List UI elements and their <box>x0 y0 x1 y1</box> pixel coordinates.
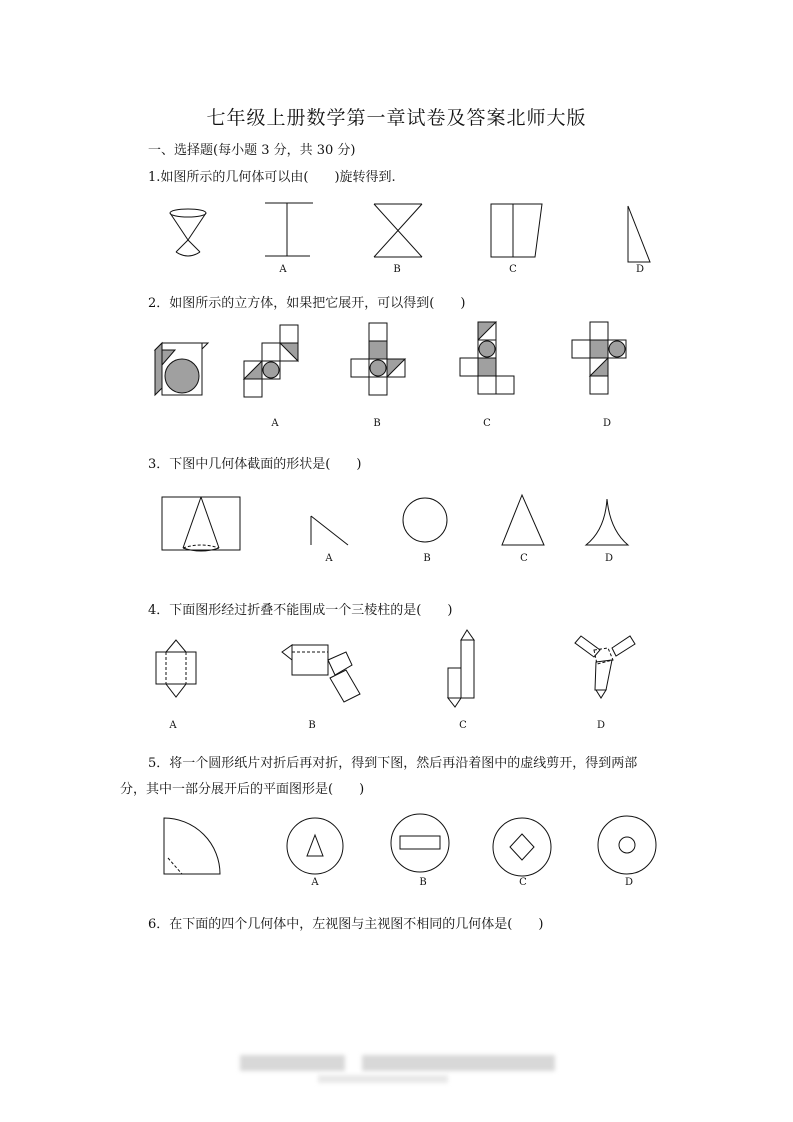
q2-label-a: A <box>271 418 279 429</box>
question-2-text: 2．如图所示的立方体，如果把它展开，可以得到( ) <box>148 296 466 311</box>
q5-option-d-figure <box>598 816 656 874</box>
q5-label-d: D <box>624 877 634 888</box>
question-6-text: 6．在下面的四个几何体中，左视图与主视图不相同的几何体是( ) <box>148 917 544 932</box>
q5-label-c: C <box>519 877 527 888</box>
question-3-text: 3．下图中几何体截面的形状是( ) <box>148 457 362 472</box>
q3-label-c: C <box>520 553 528 564</box>
footer-blurred-watermark-sub <box>318 1075 448 1083</box>
footer-blurred-watermark-left <box>240 1055 345 1071</box>
q4-label-c: C <box>459 720 467 731</box>
q2-label-d: D <box>602 418 612 429</box>
q1-label-d: D <box>635 264 645 275</box>
q2-label-c: C <box>483 418 491 429</box>
q2-label-b: B <box>373 418 381 429</box>
q1-label-b: B <box>393 264 401 275</box>
question-5-text-line-2: 分，其中一部分展开后的平面图形是( ) <box>120 782 365 797</box>
q5-option-b-figure <box>391 814 449 872</box>
q4-label-d: D <box>596 720 606 731</box>
q5-option-c-figure <box>493 818 551 876</box>
question-4-text: 4．下面图形经过折叠不能围成一个三棱柱的是( ) <box>148 603 453 618</box>
q5-folded-sector-figure <box>164 818 220 874</box>
q1-label-c: C <box>509 264 517 275</box>
question-1-text: 1.如图所示的几何体可以由( )旋转得到. <box>148 170 396 185</box>
q5-option-a-figure <box>287 818 343 874</box>
q4-label-b: B <box>308 720 316 731</box>
section-heading: 一、选择题(每小题 3 分，共 30 分) <box>148 143 356 158</box>
page-title: 七年级上册数学第一章试卷及答案北师大版 <box>206 107 587 129</box>
question-5-text-line-1: 5．将一个圆形纸片对折后再对折，得到下图，然后再沿着图中的虚线剪开，得到两部 <box>148 756 638 771</box>
q5-label-a: A <box>311 877 319 888</box>
q1-label-a: A <box>279 264 287 275</box>
q4-label-a: A <box>169 720 177 731</box>
q3-label-d: D <box>604 553 614 564</box>
footer-blurred-watermark-right <box>362 1055 555 1071</box>
q5-label-b: B <box>419 877 427 888</box>
q3-label-b: B <box>423 553 431 564</box>
q3-label-a: A <box>325 553 333 564</box>
